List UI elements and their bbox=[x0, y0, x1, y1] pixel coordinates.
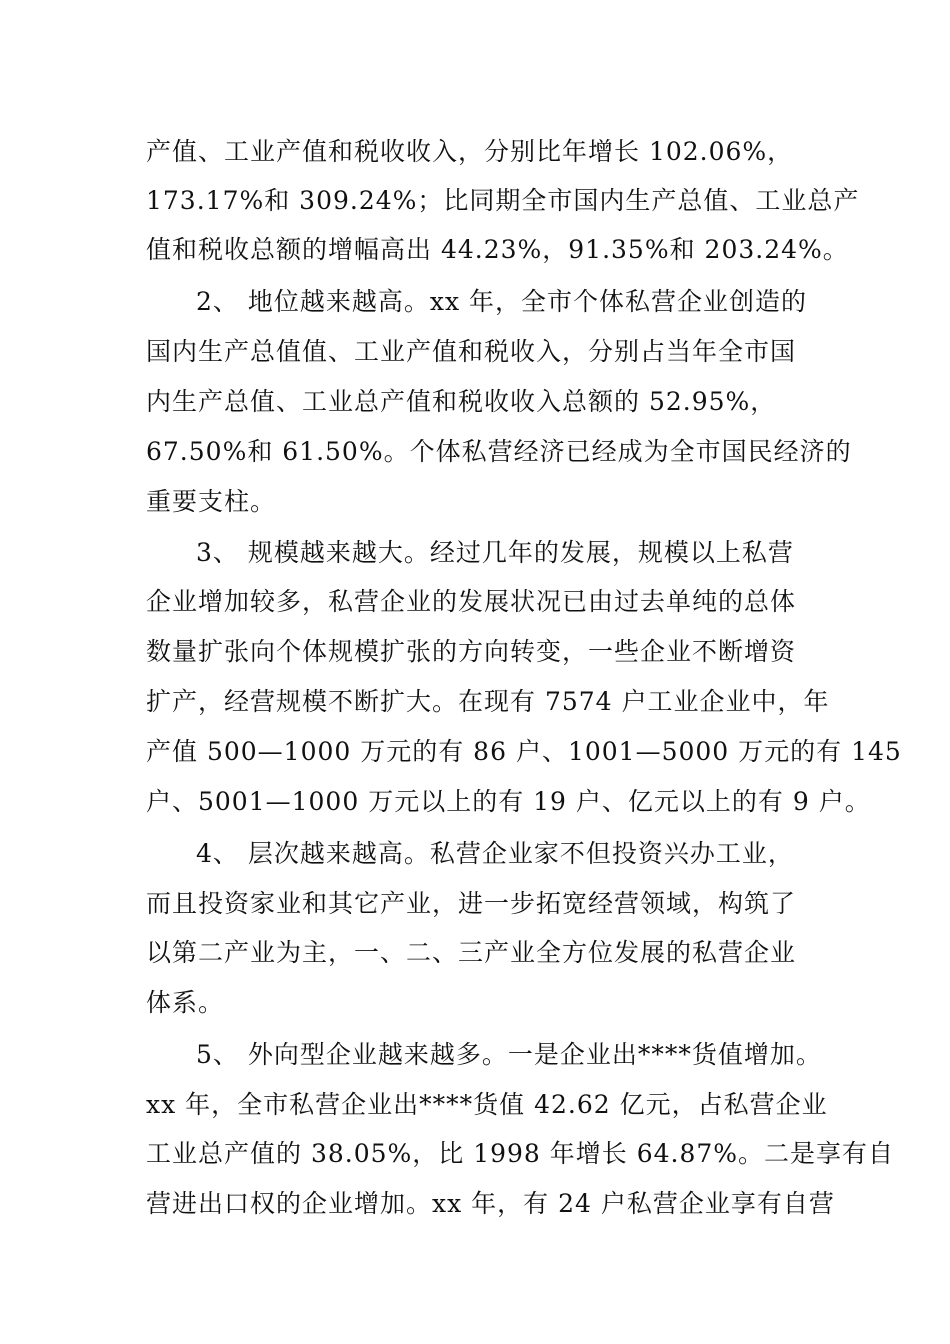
text-line: 体系。 bbox=[146, 988, 225, 1017]
text-line: 企业增加较多，私营企业的发展状况已由过去单纯的总体 bbox=[146, 587, 797, 616]
text-line: 国内生产总值值、工业产值和税收入，分别占当年全市国 bbox=[146, 337, 797, 366]
text-line: 户、5001—1000 万元以上的有 19 户、亿元以上的有 9 户。 bbox=[146, 787, 871, 816]
text-line: 3、 规模越来越大。经过几年的发展，规模以上私营 bbox=[196, 538, 794, 567]
text-line: 数量扩张向个体规模扩张的方向转变，一些企业不断增资 bbox=[146, 637, 797, 666]
text-line: 内生产总值、工业总产值和税收收入总额的 52.95%， bbox=[146, 387, 777, 416]
text-line: xx 年，全市私营企业出****货值 42.62 亿元，占私营企业 bbox=[146, 1090, 828, 1119]
text-line: 5、 外向型企业越来越多。一是企业出****货值增加。 bbox=[196, 1040, 822, 1069]
text-line: 产值、工业产值和税收收入，分别比年增长 102.06%， bbox=[146, 137, 794, 166]
text-line: 产值 500—1000 万元的有 86 户、1001—5000 万元的有 145 bbox=[146, 737, 902, 766]
text-line: 以第二产业为主，一、二、三产业全方位发展的私营企业 bbox=[146, 938, 797, 967]
text-line: 173.17%和 309.24%；比同期全市国内生产总值、工业总产 bbox=[146, 186, 860, 215]
text-line: 工业总产值的 38.05%，比 1998 年增长 64.87%。二是享有自 bbox=[146, 1139, 895, 1168]
text-line: 67.50%和 61.50%。个体私营经济已经成为全市国民经济的 bbox=[146, 437, 852, 466]
text-line: 值和税收总额的增幅高出 44.23%，91.35%和 203.24%。 bbox=[146, 235, 849, 264]
text-line: 营进出口权的企业增加。xx 年，有 24 户私营企业享有自营 bbox=[146, 1189, 835, 1218]
text-line: 而且投资家业和其它产业，进一步拓宽经营领域，构筑了 bbox=[146, 889, 797, 918]
text-line: 4、 层次越来越高。私营企业家不但投资兴办工业， bbox=[196, 839, 794, 868]
text-line: 2、 地位越来越高。xx 年，全市个体私营企业创造的 bbox=[196, 287, 807, 316]
text-line: 扩产，经营规模不断扩大。在现有 7574 户工业企业中，年 bbox=[146, 687, 830, 716]
text-line: 重要支柱。 bbox=[146, 487, 277, 516]
